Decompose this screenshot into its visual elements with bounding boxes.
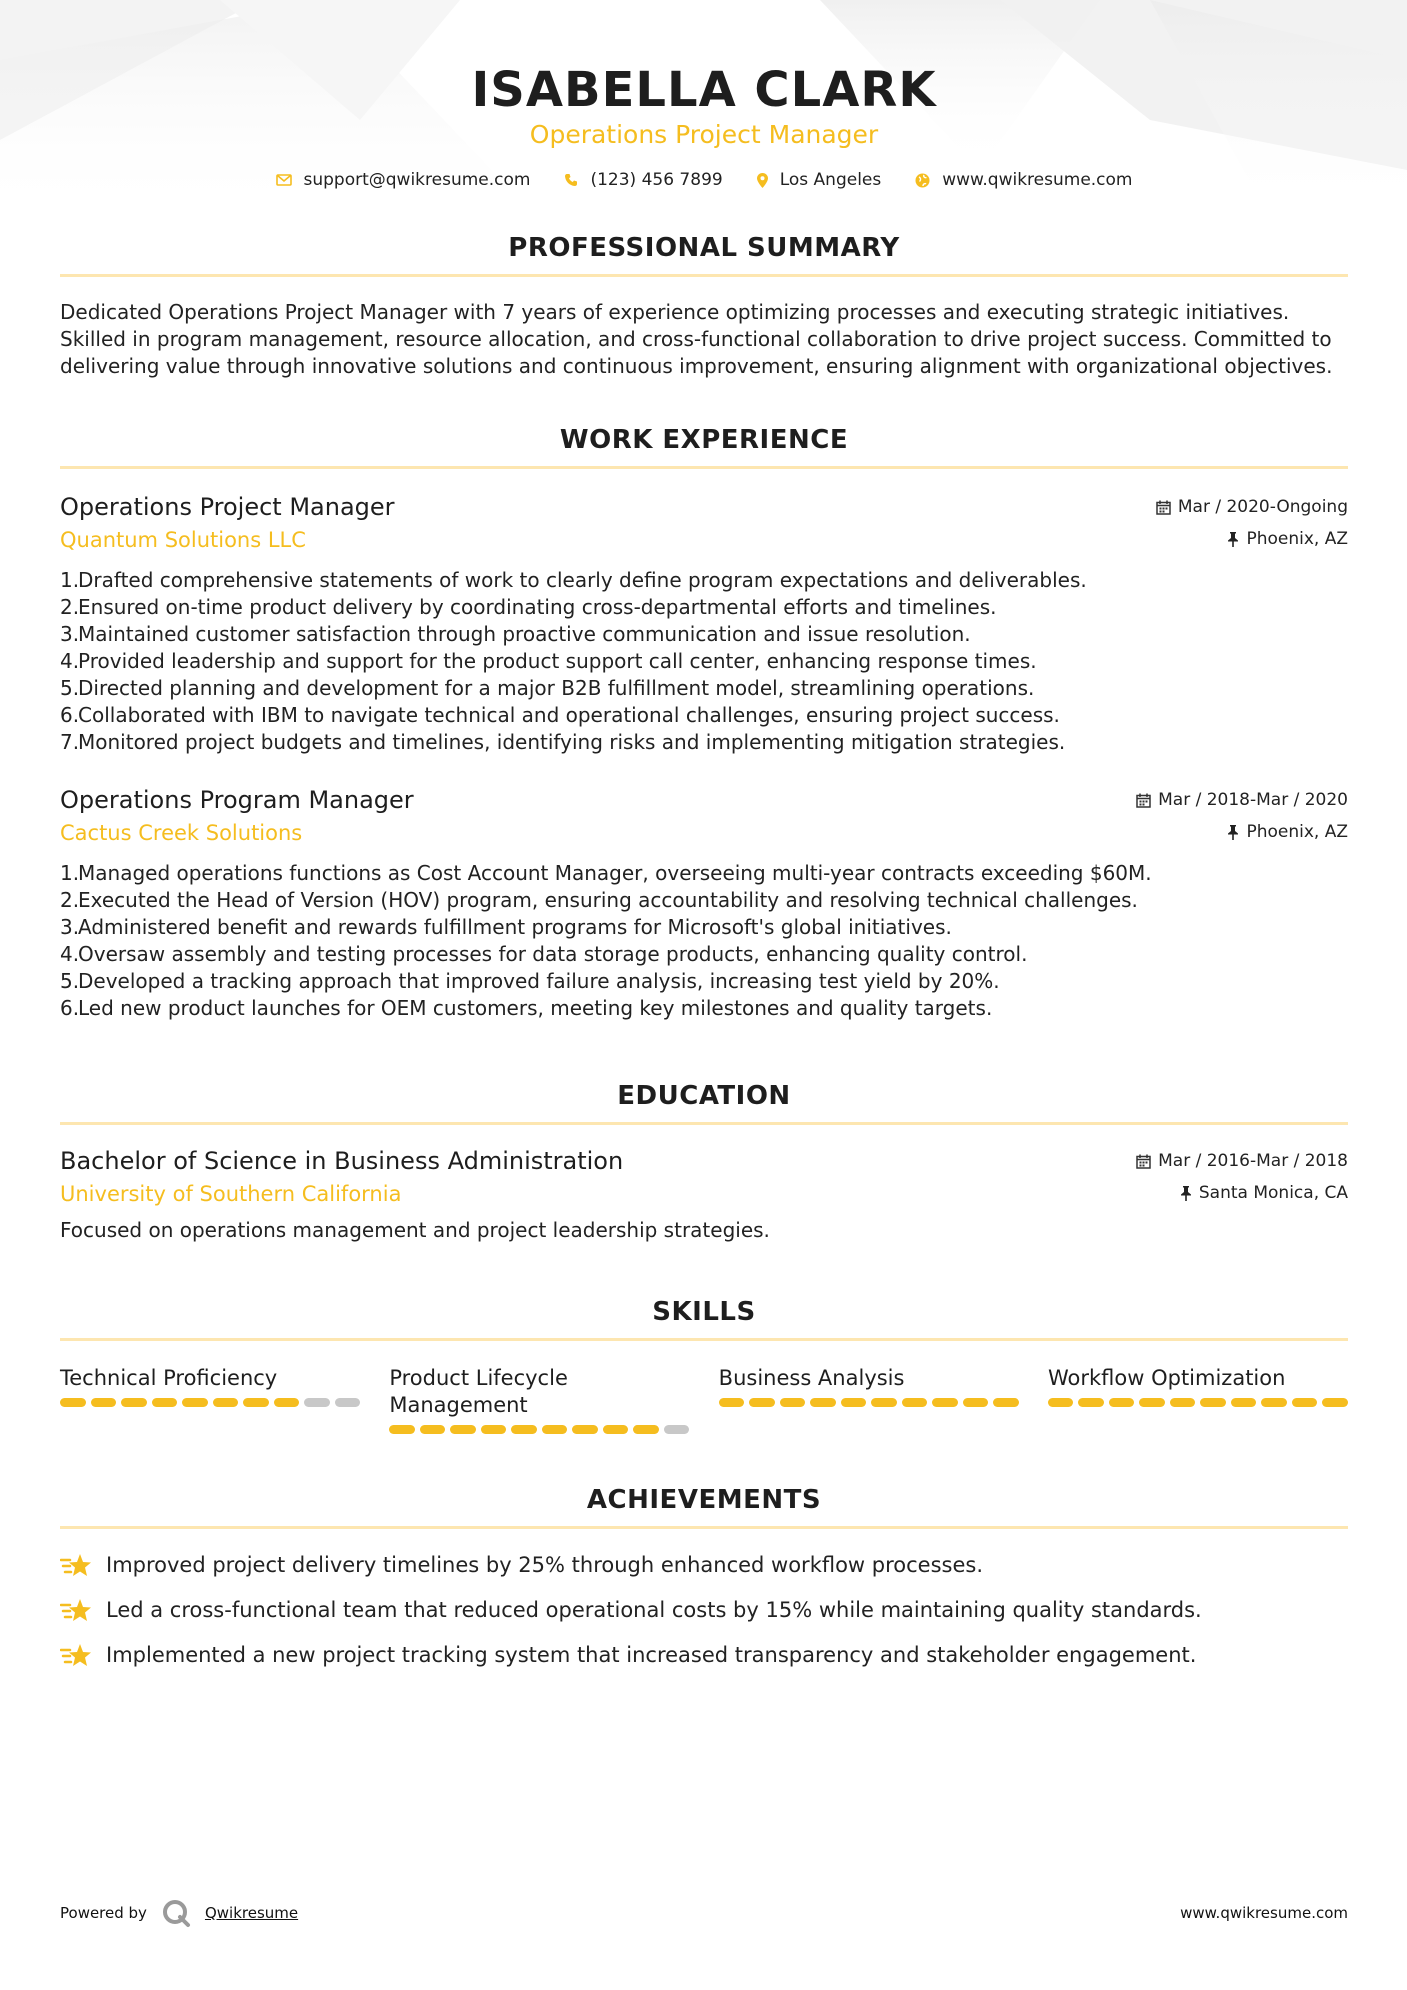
shooting-star-icon [60,1598,92,1624]
skill-dot-filled [1292,1398,1318,1407]
job-bullets [60,567,1348,756]
skill-dot-filled [1200,1398,1226,1407]
skill-dot-filled [780,1398,806,1407]
list-item: 2. Executed the Head of Version (HOV) program, ensuring accountability and resolving technical challenges. [60,888,1138,912]
bullet-text: Administered benefit and rewards fulfillment programs for Microsoft's global initiatives. [78,915,952,939]
skill-rating [60,1398,360,1407]
skill-name: Product Lifecycle Management [389,1366,568,1417]
bullet-text: Led new product launches for OEM customers, meeting key milestones and quality targets. [78,996,993,1020]
skill-dot-filled [481,1425,507,1434]
job-dates-text: Mar / 2020-Ongoing [1177,497,1348,517]
skill-dot-filled [1078,1398,1104,1407]
contact-website[interactable] [915,170,1132,190]
list-item: 4. Oversaw assembly and testing processes for data storage products, enhancing quality control. [60,942,1028,966]
skills-heading: SKILLS [652,1297,756,1327]
skill-dot-filled [60,1398,86,1407]
contact-bar [60,170,1348,190]
education-location-text: Santa Monica, CA [1198,1183,1348,1203]
bullet-text: Developed a tracking approach that improved failure analysis, increasing test yield by 20%. [78,969,1000,993]
job-entry [60,784,1348,1022]
skill-dot-filled [121,1398,147,1407]
education-location [1136,1177,1348,1209]
skill-dot-filled [603,1425,629,1434]
skill-dot-filled [274,1398,300,1407]
bullet-text: Managed operations functions as Cost Account Manager, overseeing multi-year contracts exceeding $60M. [78,861,1152,885]
contact-location-text: Los Angeles [779,170,882,190]
list-item: 6. Led new product launches for OEM customers, meeting key milestones and quality targets. [60,996,993,1020]
section-divider [60,274,1348,277]
candidate-name: ISABELLA CLARK [471,62,937,118]
contact-phone-text: (123) 456 7899 [590,170,723,190]
bullet-text: Monitored project budgets and timelines, identifying risks and implementing mitigation strategies. [78,730,1066,754]
skill-dot-filled [1322,1398,1348,1407]
list-item: 1. Drafted comprehensive statements of work to clearly define program expectations and deliverables. [60,568,1087,592]
list-item: 6. Collaborated with IBM to navigate technical and operational challenges, ensuring project success. [60,703,1060,727]
skill-dot-filled [152,1398,178,1407]
globe-icon [915,173,930,188]
job-title: Operations Program Manager [60,786,414,814]
education-dates [1136,1145,1348,1177]
bullet-text: Ensured on-time product delivery by coordinating cross-departmental efforts and timelines. [78,595,997,619]
skill-item [389,1365,689,1434]
skill-dot-filled [182,1398,208,1407]
job-location-text: Phoenix, AZ [1246,529,1348,549]
contact-email[interactable] [276,170,531,190]
bullet-text: Collaborated with IBM to navigate technical and operational challenges, ensuring project success. [78,703,1060,727]
bullet-text: Maintained customer satisfaction through proactive communication and issue resolution. [78,622,971,646]
job-dates-text: Mar / 2018-Mar / 2020 [1158,790,1348,810]
list-item: 7. Monitored project budgets and timelines, identifying risks and implementing mitigation strategies. [60,730,1066,754]
summary-section [60,232,1348,380]
skill-rating [389,1425,689,1434]
skill-dot-filled [91,1398,117,1407]
skill-dot-filled [511,1425,537,1434]
skill-dot-filled [243,1398,269,1407]
skill-dot-filled [841,1398,867,1407]
section-divider [60,1526,1348,1529]
bullet-text: Executed the Head of Version (HOV) program, ensuring accountability and resolving technical challenges. [78,888,1138,912]
skill-dot-filled [871,1398,897,1407]
achievement-text: Implemented a new project tracking system that increased transparency and stakeholder engagement. [106,1643,1197,1667]
calendar-icon [1136,1154,1151,1169]
calendar-icon [1136,793,1151,808]
section-divider [60,466,1348,469]
skill-dot-filled [420,1425,446,1434]
job-entry [60,491,1348,756]
skill-dot-filled [902,1398,928,1407]
skill-item [1048,1365,1348,1434]
list-item: 2. Ensured on-time product delivery by coordinating cross-departmental efforts and timelines. [60,595,997,619]
contact-location [757,170,882,190]
skill-dot-filled [810,1398,836,1407]
education-description: Focused on operations management and project leadership strategies. [60,1218,770,1242]
job-location-text: Phoenix, AZ [1246,822,1348,842]
education-section [60,1080,1348,1244]
skill-dot-filled [572,1425,598,1434]
qwikresume-logo-icon [161,1898,191,1928]
resume-page [60,0,1348,1678]
school-name: University of Southern California [60,1182,402,1206]
education-entry [60,1145,1348,1244]
achievement-item [60,1543,1348,1588]
skills-grid [60,1365,1348,1434]
job-bullets [60,860,1348,1022]
job-company: Cactus Creek Solutions [60,821,303,845]
skill-dot-filled [389,1425,415,1434]
achievements-section [60,1484,1348,1678]
summary-heading: PROFESSIONAL SUMMARY [508,233,900,263]
list-item: 3. Maintained customer satisfaction through proactive communication and issue resolution. [60,622,971,646]
skill-dot-filled [450,1425,476,1434]
qwikresume-link[interactable]: Qwikresume [204,1904,299,1922]
page-footer [60,1898,1348,1928]
skill-name: Business Analysis [718,1366,905,1390]
bullet-text: Drafted comprehensive statements of work to clearly define program expectations and deliverables. [78,568,1087,592]
bullet-text: Directed planning and development for a major B2B fulfillment model, streamlining operations. [78,676,1035,700]
pushpin-icon [1227,532,1239,547]
skill-item [719,1365,1019,1434]
pushpin-icon [1180,1186,1192,1201]
bullet-text: Oversaw assembly and testing processes for data storage products, enhancing quality control. [78,942,1028,966]
achievement-text: Led a cross-functional team that reduced operational costs by 15% while maintaining quality standards. [106,1598,1202,1622]
skill-dot-filled [749,1398,775,1407]
envelope-icon [276,174,292,186]
contact-email-text: support@qwikresume.com [303,170,531,190]
skill-dot-filled [1139,1398,1165,1407]
achievement-item [60,1633,1348,1678]
job-title: Operations Project Manager [60,493,395,521]
phone-icon [564,173,578,187]
experience-heading: WORK EXPERIENCE [559,425,849,455]
education-dates-text: Mar / 2016-Mar / 2018 [1158,1151,1348,1171]
list-item: 1. Managed operations functions as Cost Account Manager, overseeing multi-year contracts exceeding $60M. [60,861,1152,885]
experience-section [60,424,1348,1022]
education-heading: EDUCATION [617,1081,791,1111]
section-divider [60,1122,1348,1125]
job-location [1156,523,1348,555]
achievement-text: Improved project delivery timelines by 25% through enhanced workflow processes. [106,1553,984,1577]
summary-text: Dedicated Operations Project Manager with 7 years of experience optimizing processes and executing strategic initiatives. Skilled in program management, resource allocation, and cross-functional collaboration to drive project success. Committed to delivering value through innovative solutions and continuous improvement, ensuring alignment with organizational objectives. [60,300,1333,378]
section-divider [60,1338,1348,1341]
skill-dot-empty [304,1398,330,1407]
skill-name: Workflow Optimization [1047,1366,1286,1390]
resume-header [60,0,1348,190]
candidate-title: Operations Project Manager [529,120,879,149]
skills-section [60,1296,1348,1434]
skill-dot-filled [719,1398,745,1407]
job-dates [1136,784,1348,816]
skill-dot-filled [1261,1398,1287,1407]
shooting-star-icon [60,1643,92,1669]
list-item: 5. Directed planning and development for a major B2B fulfillment model, streamlining operations. [60,676,1035,700]
skill-name: Technical Proficiency [60,1366,278,1390]
skill-dot-filled [633,1425,659,1434]
degree-title: Bachelor of Science in Business Administration [60,1147,624,1175]
skill-rating [719,1398,1019,1407]
powered-by-label: Powered by [60,1904,147,1922]
map-pin-icon [757,173,768,188]
skill-dot-empty [664,1425,690,1434]
job-company: Quantum Solutions LLC [60,528,306,552]
skill-item [60,1365,360,1434]
skill-rating [1048,1398,1348,1407]
powered-by [60,1898,298,1928]
contact-phone[interactable] [564,170,722,190]
footer-website[interactable]: www.qwikresume.com [1180,1904,1348,1922]
skill-dot-filled [932,1398,958,1407]
skill-dot-filled [993,1398,1019,1407]
skill-dot-filled [213,1398,239,1407]
shooting-star-icon [60,1553,92,1579]
skill-dot-filled [1170,1398,1196,1407]
achievements-heading: ACHIEVEMENTS [586,1485,822,1515]
pushpin-icon [1227,825,1239,840]
calendar-icon [1156,500,1171,515]
list-item: 3. Administered benefit and rewards fulfillment programs for Microsoft's global initiatives. [60,915,952,939]
list-item: 5. Developed a tracking approach that improved failure analysis, increasing test yield by 20%. [60,969,1000,993]
achievement-item [60,1588,1348,1633]
contact-website-text: www.qwikresume.com [942,170,1133,190]
job-dates [1156,491,1348,523]
job-location [1136,816,1348,848]
skill-dot-empty [335,1398,361,1407]
skill-dot-filled [542,1425,568,1434]
list-item: 4. Provided leadership and support for the product support call center, enhancing response times. [60,649,1037,673]
bullet-text: Provided leadership and support for the product support call center, enhancing response times. [78,649,1037,673]
skill-dot-filled [1231,1398,1257,1407]
skill-dot-filled [1109,1398,1135,1407]
skill-dot-filled [1048,1398,1074,1407]
skill-dot-filled [963,1398,989,1407]
